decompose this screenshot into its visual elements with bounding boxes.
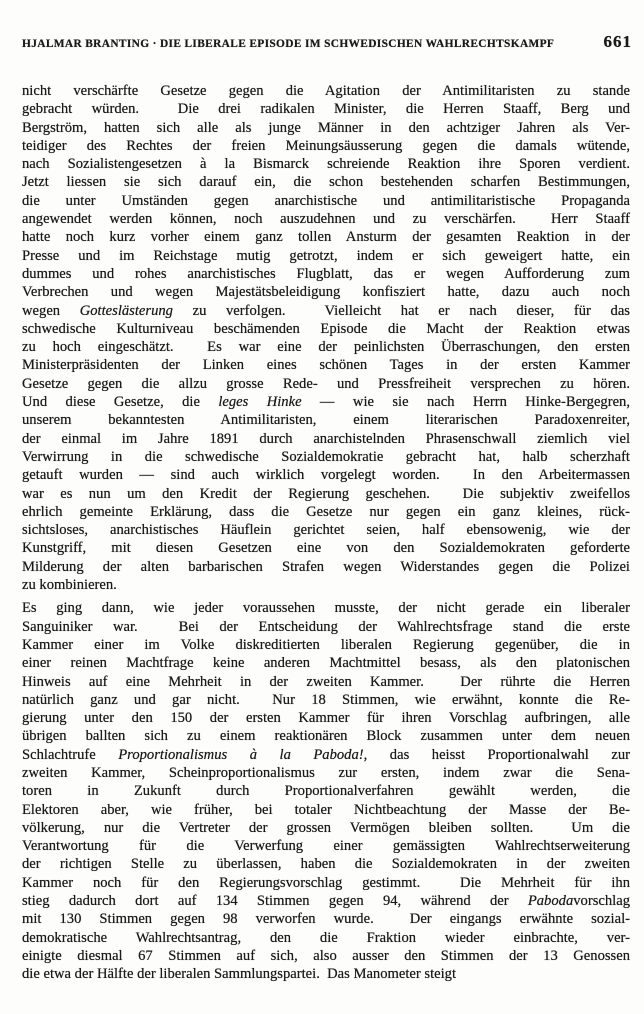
italic-text-run: leges Hinke [218,394,302,411]
text-run: ehrlich gemeinte Erklärung, dass die Gesetze nur gegen ein ganz kleines, rück- [22,503,630,520]
text-run: hatte noch kurz vorher einem ganz tollen Ansturm der gesamten Reaktion in der [22,229,630,246]
text-line [22,764,630,782]
running-header [22,32,632,52]
text-line [22,192,630,210]
text-run: Kunstgriff, mit diesen Gesetzen eine von den Sozialdemokraten geforderte [22,540,630,557]
text-line [22,485,630,503]
text-line [22,746,630,764]
text-run: , das heisst Proportionalwahl zur [363,746,630,763]
text-line [22,320,630,338]
text-run: getauft wurden — sind auch wirklich vorgelegt worden. In den Arbeitermassen [22,467,630,484]
text-line [22,375,630,393]
text-run: Verbrechen und wegen Majestätsbeleidigung konfisziert hatte, dazu auch noch [22,284,630,301]
text-run: übrigen ballten sich zu einem reaktionären Block zusammen unter dem neuen [22,728,630,745]
text-line [22,709,630,727]
text-line [22,576,630,594]
text-line [22,338,630,356]
italic-text-run: Paboda [527,893,574,910]
text-run: teidiger des Rechtes der freien Meinungsäusserung gegen die damals wütende, [22,137,630,154]
text-line [22,673,630,691]
text-run: Milderung der alten barbarischen Strafen wegen Widerstandes gegen die Polizei [22,558,630,575]
text-line [22,801,630,819]
text-run: natürlich ganz und gar nicht. Nur 18 Stimmen, wie erwähnt, konnte die Re- [22,691,630,708]
text-run: gebracht würden. Die drei radikalen Minister, die Herren Staaff, Berg und [22,101,630,118]
body-text [22,82,630,984]
text-run: Elektoren aber, wie früher, bei totaler Nichtbeachtung der Masse der Be- [22,801,630,818]
text-run: einigte diesmal 67 Stimmen auf sich, also ausser den Stimmen der 13 Genossen [22,947,630,964]
text-run: Sanguiniker war. Bei der Entscheidung der Wahlrechtsfrage stand die erste [22,618,630,635]
text-line [22,929,630,947]
text-line [22,691,630,709]
italic-text-run: Proportionalismus à la Paboda! [118,746,364,763]
text-line [22,521,630,539]
text-line [22,82,630,100]
text-line [22,119,630,137]
text-line [22,247,630,265]
text-run: Jetzt liessen sie sich darauf ein, die schon bestehenden scharfen Bestimmungen, [22,174,630,191]
text-line [22,155,630,173]
text-line [22,558,630,576]
text-line [22,636,630,654]
text-line [22,727,630,745]
text-run: zweiten Kammer, Scheinproportionalismus zur ersten, indem zwar die Sena- [22,764,630,781]
page-number: 661 [603,32,632,51]
text-line [22,210,630,228]
text-run: zu kombinieren. [22,577,117,594]
text-run: Presse und im Reichstage mutig getrotzt, indem er sich geweigert hatte, ein [22,247,630,264]
text-run: völkerung, nur die Vertreter der grossen Vermögen bleiben sollten. Um die [22,819,630,836]
text-line [22,356,630,374]
text-run: der einmal im Jahre 1891 durch anarchistelnden Phrasenschwall ziemlich viel [22,430,630,447]
text-run: stieg dadurch dort auf 134 Stimmen gegen 94, während der [22,893,528,910]
text-line [22,430,630,448]
text-run: schwedische Kulturniveau beschämenden Episode die Macht der Reaktion etwas [22,320,630,337]
text-line [22,265,630,283]
text-line [22,837,630,855]
text-line [22,448,630,466]
paragraph [22,599,630,983]
text-run: mit 130 Stimmen gegen 98 verworfen wurde. Der eingangs erwähnte sozial- [22,911,630,928]
text-line [22,965,630,983]
text-line [22,411,630,429]
text-line [22,947,630,965]
text-line [22,100,630,118]
text-run: Bergström, hatten sich alle als junge Männer in den achtziger Jahren als Ver- [22,119,630,136]
text-line [22,910,630,928]
text-line [22,173,630,191]
text-line [22,654,630,672]
text-run: vorschlag [573,893,630,910]
text-line [22,539,630,557]
text-run: die unter Umständen gegen anarchistische und antimilitaristische Propaganda [22,192,630,209]
text-line [22,892,630,910]
text-run: toren in Zukunft durch Proportionalverfahren gewählt werden, die [22,783,630,800]
text-run: gierung unter den 150 der ersten Kammer für ihren Vorschlag aufbringen, alle [22,710,630,727]
text-run: Kammer noch für den Regierungsvorschlag gestimmt. Die Mehrheit für ihn [22,874,630,891]
text-run: Hinweis auf eine Mehrheit in der zweiten Kammer. Der rührte die Herren [22,673,630,690]
text-run: — wie sie nach Herrn Hinke-Bergegren, [301,394,630,411]
text-line [22,283,630,301]
text-line [22,137,630,155]
text-run: wegen [22,302,80,319]
paragraph [22,82,630,594]
text-run: Und diese Gesetze, die [22,394,219,411]
text-run: dummes und rohes anarchistisches Flugblatt, das er wegen Aufforderung zum [22,265,630,282]
text-line [22,874,630,892]
text-run: Es ging dann, wie jeder voraussehen musste, der nicht gerade ein liberaler [22,600,630,617]
text-line [22,228,630,246]
text-run: Gesetze gegen die allzu grosse Rede- und Pressfreiheit versprechen zu hören. [22,375,630,392]
text-line [22,782,630,800]
text-line [22,302,630,320]
text-run: unserem bekanntesten Antimilitaristen, einem literarischen Paradoxenreiter, [22,412,630,429]
text-run: nicht verschärfte Gesetze gegen die Agitation der Antimilitaristen zu stande [22,83,630,99]
text-run: zu hoch eingeschätzt. Es war eine der peinlichsten Überraschungen, den ersten [22,339,630,356]
text-run: einer reinen Machtfrage keine anderen Machtmittel besass, als den platonischen [22,655,630,672]
text-run: der richtigen Stelle zu überlassen, haben die Sozialdemokraten in der zweiten [22,856,630,873]
text-run: Verwirrung in die schwedische Sozialdemokratie gebracht hat, halb scherzhaft [22,448,630,465]
text-run: Kammer einer im Volke diskreditierten liberalen Regierung gegenüber, die in [22,636,630,653]
text-line [22,819,630,837]
text-run: sichtsloses, anarchistisches Häuflein gerichtet seien, half ebensowenig, wie der [22,522,630,539]
text-run: angewendet werden können, noch auszudehnen und zu verschärfen. Herr Staaff [22,211,630,228]
text-run: zu verfolgen. Vielleicht hat er nach dieser, für das [172,302,630,319]
text-run: Schlachtrufe [22,746,119,763]
text-line [22,618,630,636]
text-run: nach Sozialistengesetzen à la Bismarck schreiende Reaktion ihre Sporen verdient. [22,156,630,173]
italic-text-run: Gotteslästerung [79,302,173,319]
text-line [22,503,630,521]
text-line [22,466,630,484]
text-run: demokratische Wahlrechtsantrag, den die Fraktion wieder einbrachte, ver- [22,929,630,946]
text-run: die etwa der Hälfte der liberalen Sammlungspartei. Das Manometer steigt [22,966,457,983]
text-run: war es nun um den Kredit der Regierung geschehen. Die subjektiv zweifellos [22,485,630,502]
text-run: Verantwortung für die Verwerfung einer gemässigten Wahlrechtserweiterung [22,838,630,855]
text-line [22,393,630,411]
text-line [22,599,630,617]
text-line [22,855,630,873]
running-title: HJALMAR BRANTING · DIE LIBERALE EPISODE IM SCHWEDISCHEN WAHLRECHTSKAMPF [22,38,555,50]
text-run: Ministerpräsidenten der Linken eines schönen Tages in der ersten Kammer [22,357,630,374]
